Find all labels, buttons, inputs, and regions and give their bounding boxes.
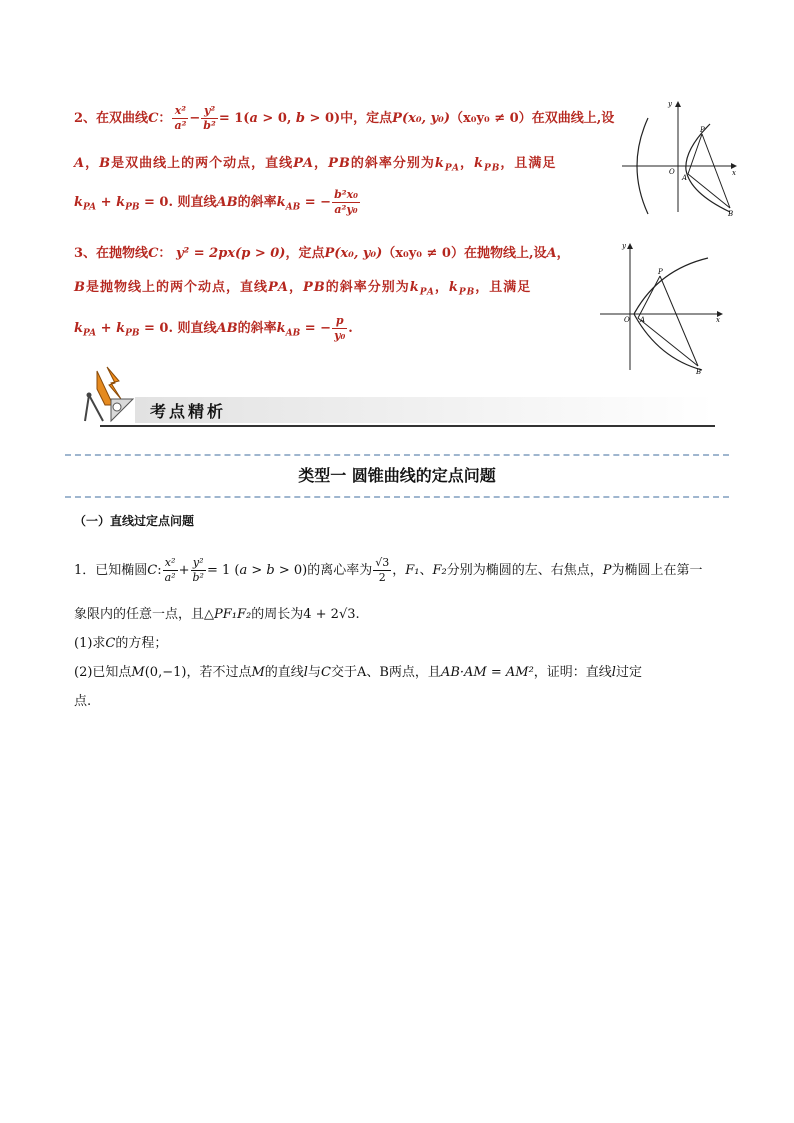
line-pa (638, 276, 660, 318)
divider-bottom (65, 496, 729, 498)
y-label: y (622, 242, 626, 250)
section-rule (100, 425, 715, 427)
line-ab (638, 318, 698, 366)
geometry-tools-icon (83, 365, 139, 425)
divider-top (65, 454, 729, 456)
item2-frac-y: $\frac{\text{y²}}{\text{b²}}$ (203, 104, 216, 132)
item3-line2: B是抛物线上的两个动点，直线PA，PB的斜率分别为$k_{PA}$，$k_{PB}$，且满足 (74, 280, 532, 298)
sub-heading: （一）直线过定点问题 (74, 514, 195, 528)
x-label: x (732, 169, 736, 177)
item2-line1: 2、在双曲线C： $\frac{\text{x²}}{\text{a²}}$ − $\frac{\text{y²}}{\text{b²}}$ = 1(a > 0, b > 0)中，定点P(x₀, y₀)（x₀y₀ ≠ 0）在双曲线上,设 (74, 104, 615, 132)
p-label: P (700, 126, 705, 134)
line-pa (688, 134, 702, 174)
problem1-line1: 1．已知椭圆C: $\frac{\text{x²}}{\text{a²}}$ + $\frac{\text{y²}}{\text{b²}}$ = 1 (a > b > 0)的离心率为 $\frac{√3}{2}$ ，F₁、F₂分别为椭圆的左、右焦点，P为椭圆上在第一 (74, 556, 703, 584)
section-title: 考点精析 (150, 402, 227, 421)
problem1-question1: (1)求C的方程； (74, 636, 168, 651)
problem1-question2: (2)已知点M(0,−1)，若不过点M的直线l与C交于A、B两点，且AB·AM = AM²，证明：直线l过定 (74, 665, 642, 680)
type-heading: 类型一 圆锥曲线的定点问题 (298, 466, 496, 485)
problem1-line-end: 点. (74, 694, 92, 709)
item3-equation: y² = 2px(p > 0) (175, 246, 286, 261)
a-label: A (640, 316, 646, 324)
y-label: y (668, 100, 672, 108)
item2-slope-frac: $\frac{\text{b²x₀}}{\text{a²y₀}}$ (334, 188, 358, 216)
eccentricity-frac: $\frac{√3}{2}$ (375, 556, 390, 584)
origin-label: O (624, 316, 630, 324)
section-header (95, 393, 715, 429)
item2-frac-x: $\frac{\text{x²}}{\text{a²}}$ (174, 104, 187, 132)
problem1-line2: 象限内的任意一点，且△PF₁F₂的周长为4 + 2√3. (74, 607, 360, 622)
b-label: B (728, 210, 734, 216)
item2-text2: 中，定点 (340, 111, 393, 126)
item3-line3: $k_{PA} + k_{PB} = 0$. 则直线AB的斜率$k_{AB}$ = − $\frac{p}{\text{y₀}}$ . (74, 314, 353, 342)
item3-number: 3、 (74, 246, 97, 261)
item2-cond: （x₀y₀ ≠ 0） (450, 111, 532, 126)
b-label: B (696, 368, 702, 376)
hyperbola-right-branch (686, 124, 730, 212)
item2-point: P(x₀, y₀) (392, 111, 450, 126)
item2-text: 在双曲线 (96, 111, 149, 126)
item2-line2: A，B是双曲线上的两个动点，直线PA，PB的斜率分别为$k_{PA}$，$k_{PB}$，且满足 (74, 156, 557, 174)
vector-equation: AB·AM = AM² (440, 665, 534, 680)
item2-line3: $k_{PA} + k_{PB} = 0$. 则直线AB的斜率$k_{AB}$ = − $\frac{\text{b²x₀}}{\text{a²y₀}}$ (74, 188, 358, 216)
hyperbola-graph (618, 98, 738, 216)
item2-curve: C (148, 111, 159, 126)
item3-line1: 3、在抛物线C： y² = 2px(p > 0)，定点P(x₀, y₀)（x₀y₀ ≠ 0）在抛物线上,设A， (74, 246, 570, 261)
a-label: A (682, 174, 688, 182)
x-label: x (716, 316, 720, 324)
item2-number: 2、 (74, 111, 97, 126)
item2-text3: 在双曲线上,设 (531, 111, 615, 126)
parabola-graph (598, 240, 726, 376)
p-label: P (658, 268, 663, 276)
item3-slope-frac: $\frac{p}{\text{y₀}}$ (334, 314, 346, 342)
origin-label: O (669, 168, 675, 176)
